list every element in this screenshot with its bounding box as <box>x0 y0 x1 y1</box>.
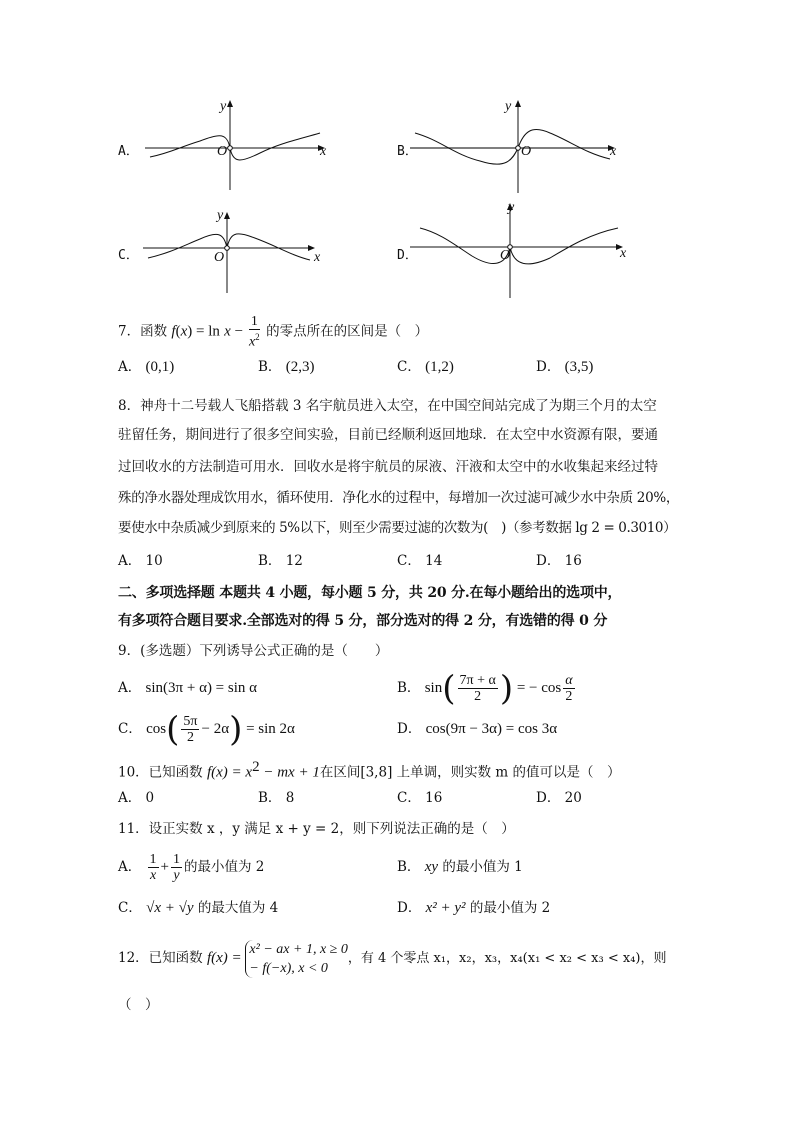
math: f(x) = x <box>206 764 253 781</box>
option-a[interactable] <box>118 850 264 884</box>
math: √x + √y <box>146 900 194 916</box>
option-label: A． <box>118 144 139 159</box>
graph-c-plot <box>140 205 340 295</box>
option-label: B． <box>397 144 418 159</box>
exponent: 2 <box>255 332 260 342</box>
option-a[interactable] <box>118 357 174 377</box>
option-label: B． <box>258 359 282 375</box>
question-line: 8．神舟十二号载人飞船搭载 3 名宇航员进入太空，在中国空间站完成了为期三个月的太空 <box>118 398 657 414</box>
math: = − cos <box>513 680 562 696</box>
option-d[interactable] <box>536 551 582 571</box>
question-line: 要使水中杂质减少到原来的 5%以下，则至少需要过滤的次数为( )（参考数据 lg 2 = 0.3010） <box>118 520 677 536</box>
y-axis-label: y <box>217 208 224 223</box>
x-axis-label: x <box>314 250 321 265</box>
option-d[interactable] <box>536 788 582 808</box>
math: − <box>230 323 247 340</box>
option-c[interactable] <box>397 357 454 377</box>
math: cos <box>146 721 167 737</box>
graph-d-plot <box>410 200 630 300</box>
option-value: cos(9π − 3α) = cos 3α <box>425 721 558 737</box>
option-a[interactable] <box>118 551 163 571</box>
case: x² − ax + 1, x ≥ 0 <box>249 941 348 957</box>
question-text: 10．已知函数 <box>118 764 207 781</box>
option-b[interactable] <box>258 357 314 377</box>
option-text: 的最小值为 1 <box>438 859 523 875</box>
x-axis-label: x <box>610 144 617 159</box>
option-text: 的最大值为 4 <box>193 900 279 916</box>
option-label: A． <box>118 680 142 696</box>
option-c[interactable]: C． cos( $\frac{5\pi}{2}$ − 2α) = sin 2α <box>118 709 295 750</box>
graph-a-plot <box>140 95 340 195</box>
option-label: C． <box>397 553 421 569</box>
option-a[interactable] <box>118 788 154 808</box>
option-label: A． <box>118 359 142 375</box>
fraction <box>458 673 498 704</box>
option-value: 16 <box>564 553 582 569</box>
fraction <box>249 314 260 350</box>
option-b[interactable] <box>397 857 523 877</box>
option-label: A． <box>118 553 142 569</box>
y-axis-label: y <box>508 200 515 215</box>
option-label: D． <box>536 359 561 375</box>
question-text: ，有 4 个零点 x₁，x₂，x₃，x₄(x₁ < x₂ < x₃ < x₄)，则 <box>347 951 667 966</box>
numerator: 7π + α <box>459 673 496 688</box>
option-b[interactable] <box>258 788 294 808</box>
option-value: (3,5) <box>564 359 594 375</box>
fraction <box>171 852 182 883</box>
option-value: (2,3) <box>285 359 315 375</box>
question-line: 驻留任务，期间进行了很多空间实验，目前已经顺利返回地球．在太空中水资源有限，要通 <box>118 427 658 443</box>
x-axis-label: x <box>320 144 327 159</box>
math: x <box>224 323 231 340</box>
numerator: 1 <box>250 314 258 329</box>
option-label: C． <box>118 248 139 263</box>
section-heading-line: 有多项符合题目要求.全部选对的得 5 分，部分选对的得 2 分，有选错的得 0 分 <box>118 613 608 629</box>
option-value: 10 <box>145 553 163 569</box>
numerator: α <box>565 673 573 688</box>
denominator: 2 <box>186 730 194 745</box>
option-c[interactable] <box>397 788 442 808</box>
option-label: A． <box>118 859 142 875</box>
origin-label: O <box>217 144 228 159</box>
origin-label: O <box>521 144 532 159</box>
x-axis-label: x <box>620 246 627 261</box>
option-value: 16 <box>425 790 443 806</box>
option-label: B． <box>397 680 421 696</box>
option-d[interactable] <box>397 719 557 739</box>
question-10-stem <box>118 757 621 783</box>
question-text: 的零点所在的区间是（ ） <box>266 323 429 340</box>
option-value: 8 <box>285 790 295 806</box>
answer-parentheses: （ ） <box>118 997 159 1013</box>
option-c[interactable] <box>118 898 278 918</box>
y-axis-label: y <box>220 99 227 114</box>
option-d[interactable] <box>397 898 550 918</box>
option-text: 的最小值为 2 <box>184 859 265 875</box>
option-label: C． <box>397 359 421 375</box>
option-a[interactable] <box>118 678 257 698</box>
fraction <box>148 852 159 883</box>
option-text: 的最小值为 2 <box>465 900 551 916</box>
math: f(x) = <box>206 950 246 966</box>
math: + <box>160 859 170 875</box>
option-value: (1,2) <box>425 359 454 375</box>
math: x² + y² <box>425 900 466 916</box>
question-text: 在区间[3,8] 上单调，则实数 m 的值可以是（ ） <box>319 764 621 781</box>
denominator: 2 <box>565 689 573 704</box>
option-value: 14 <box>425 553 443 569</box>
fraction <box>181 714 199 745</box>
y-axis-label: y <box>505 99 512 114</box>
option-value: 20 <box>564 790 582 806</box>
math: f <box>171 323 176 340</box>
section-heading-line: 二、多项选择题 本题共 4 小题，每小题 5 分，共 20 分.在每小题给出的选项中， <box>118 585 622 601</box>
math: − 2α <box>201 721 230 737</box>
question-7-stem: 7．函数 f(x) = ln x − $\frac{1}{x^2}$ 的零点所在的区间是（ ） <box>118 314 429 350</box>
fraction <box>563 673 574 704</box>
option-label: D． <box>397 900 422 916</box>
origin-label: O <box>214 250 225 265</box>
option-value: 12 <box>285 553 303 569</box>
option-label: A． <box>118 790 142 806</box>
question-text: 12．已知函数 <box>118 950 207 966</box>
option-label: D． <box>536 553 561 569</box>
option-label: C． <box>118 721 142 737</box>
option-b[interactable] <box>258 551 303 571</box>
math: = sin 2α <box>242 721 295 737</box>
question-11-stem: 11．设正实数 x ，y 满足 x + y = 2，则下列说法正确的是（ ） <box>118 821 515 837</box>
math: sin <box>424 680 443 696</box>
numerator: 1 <box>149 852 157 867</box>
math: − mx + 1 <box>259 764 320 781</box>
option-label: D． <box>397 248 418 263</box>
denominator: y <box>173 868 180 883</box>
option-value: sin(3π + α) = sin α <box>145 680 258 696</box>
option-label: B． <box>258 790 282 806</box>
question-12-stem <box>118 937 666 980</box>
math: xy <box>424 859 439 875</box>
question-line: 殊的净水器处理成饮用水，循环使用．净化水的过程中，每增加一次过滤可减少水中杂质 20%， <box>118 490 680 506</box>
option-value: (0,1) <box>145 359 175 375</box>
option-label: B． <box>258 553 282 569</box>
piecewise <box>245 940 347 978</box>
question-9-stem: 9．(多选题）下列诱导公式正确的是（ ） <box>118 643 389 659</box>
option-label: B． <box>397 859 421 875</box>
option-b[interactable]: B． sin( $\frac{7\pi + \alpha}{2}$ ) = − cos $\frac{\alpha}{2}$ <box>397 668 573 709</box>
denominator: 2 <box>474 689 482 704</box>
origin-label: O <box>500 248 511 263</box>
math: = ln <box>192 323 220 340</box>
graph-b-plot <box>410 95 620 195</box>
question-text: 7．函数 <box>118 323 168 340</box>
math: x <box>180 323 188 340</box>
option-c[interactable] <box>397 551 442 571</box>
denominator: x <box>149 868 157 883</box>
option-value: 0 <box>145 790 155 806</box>
denominator: x <box>248 334 256 350</box>
option-label: D． <box>536 790 561 806</box>
numerator: 1 <box>173 852 181 867</box>
exponent: 2 <box>252 759 260 775</box>
numerator: 5π <box>183 714 198 729</box>
question-line: 过回收水的方法制造可用水．回收水是将宇航员的尿液、汗液和太空中的水收集起来经过特 <box>118 459 658 475</box>
option-label: C． <box>397 790 421 806</box>
option-d[interactable] <box>536 357 593 377</box>
case: − f(−x), x < 0 <box>249 960 328 976</box>
option-label: C． <box>118 900 142 916</box>
option-label: D． <box>397 721 422 737</box>
